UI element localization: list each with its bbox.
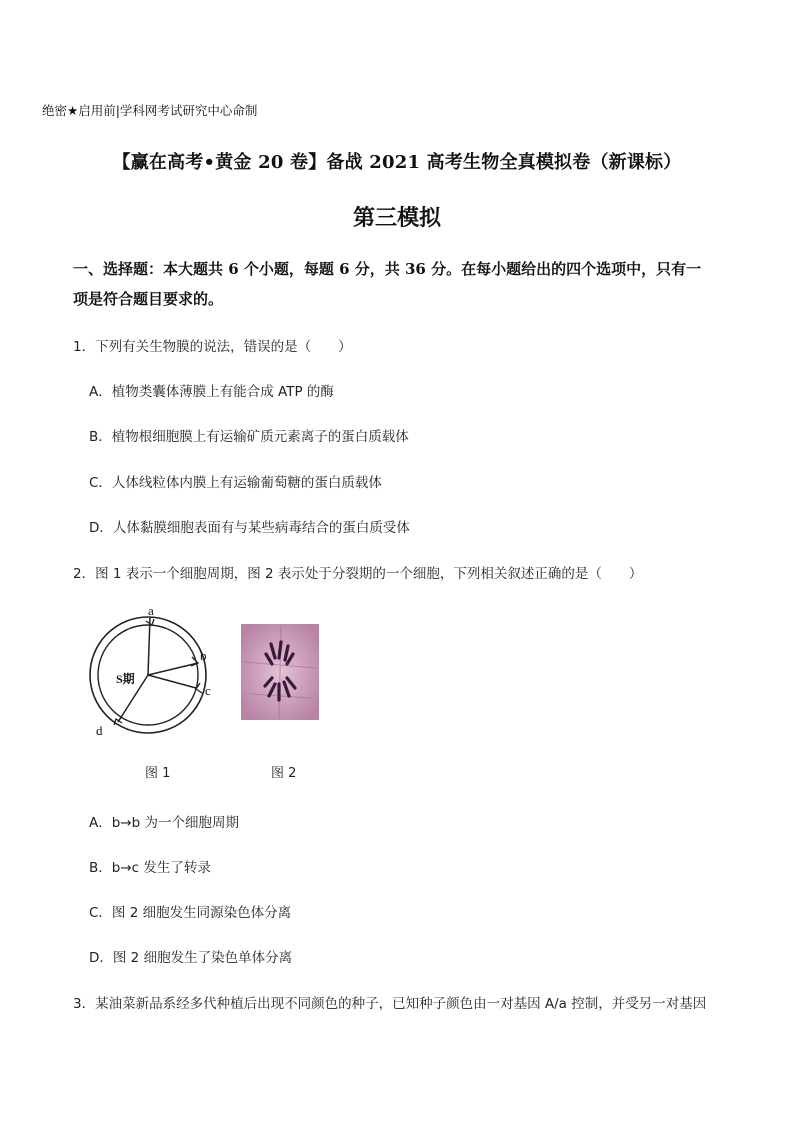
section-heading	[73, 254, 733, 314]
question-2-option-d: D．图 2 细胞发生了染色单体分离	[89, 950, 293, 966]
question-1-stem: 1．下列有关生物膜的说法，错误的是（ ）	[73, 339, 352, 355]
question-1-option-b: B．植物根细胞膜上有运输矿质元素离子的蛋白质载体	[89, 429, 409, 445]
document-title: 【赢在高考•黄金 20 卷】备战 2021 高考生物全真模拟卷（新课标）	[112, 152, 682, 173]
document-subtitle: 第三模拟	[352, 205, 441, 231]
question-2-stem: 2．图 1 表示一个细胞周期，图 2 表示处于分裂期的一个细胞，下列相关叙述正确的是（ ）	[73, 566, 643, 582]
section-heading-line-2: 项是符合题目要求的。	[73, 290, 224, 308]
point-label-d: d	[96, 723, 103, 738]
s-phase-label: S期	[116, 672, 135, 686]
question-1-option-a: A．植物类囊体薄膜上有能合成 ATP 的酶	[89, 384, 334, 400]
point-label-c: c	[205, 683, 211, 698]
question-2-option-a: A．b→b 为一个细胞周期	[89, 815, 239, 831]
cell-micrograph	[241, 624, 319, 720]
section-heading-line-1: 一、选择题：本大题共 6 个小题，每题 6 分，共 36 分。在每小题给出的四个选项中，只有一	[73, 260, 702, 278]
question-1-option-d: D．人体黏膜细胞表面有与某些病毒结合的蛋白质受体	[89, 520, 410, 536]
cell-cycle-diagram	[88, 605, 228, 740]
radius-b	[148, 663, 198, 675]
confidential-header: 绝密★启用前|学科网考试研究中心命制	[42, 103, 258, 118]
chromosome-2	[279, 642, 281, 658]
radius-c	[148, 675, 196, 688]
question-1-option-c: C．人体线粒体内膜上有运输葡萄糖的蛋白质载体	[89, 475, 382, 491]
point-label-a: a	[148, 605, 154, 618]
point-label-b: b	[200, 648, 207, 663]
question-2-option-c: C．图 2 细胞发生同源染色体分离	[89, 905, 292, 921]
figure-1-caption: 图 1	[145, 766, 171, 781]
question-2-option-b: B．b→c 发生了转录	[89, 860, 211, 876]
figure-2-caption: 图 2	[271, 766, 297, 781]
question-3-stem: 3．某油菜新品系经多代种植后出现不同颜色的种子，已知种子颜色由一对基因 A/a 控制，并受另一对基因	[73, 996, 707, 1012]
